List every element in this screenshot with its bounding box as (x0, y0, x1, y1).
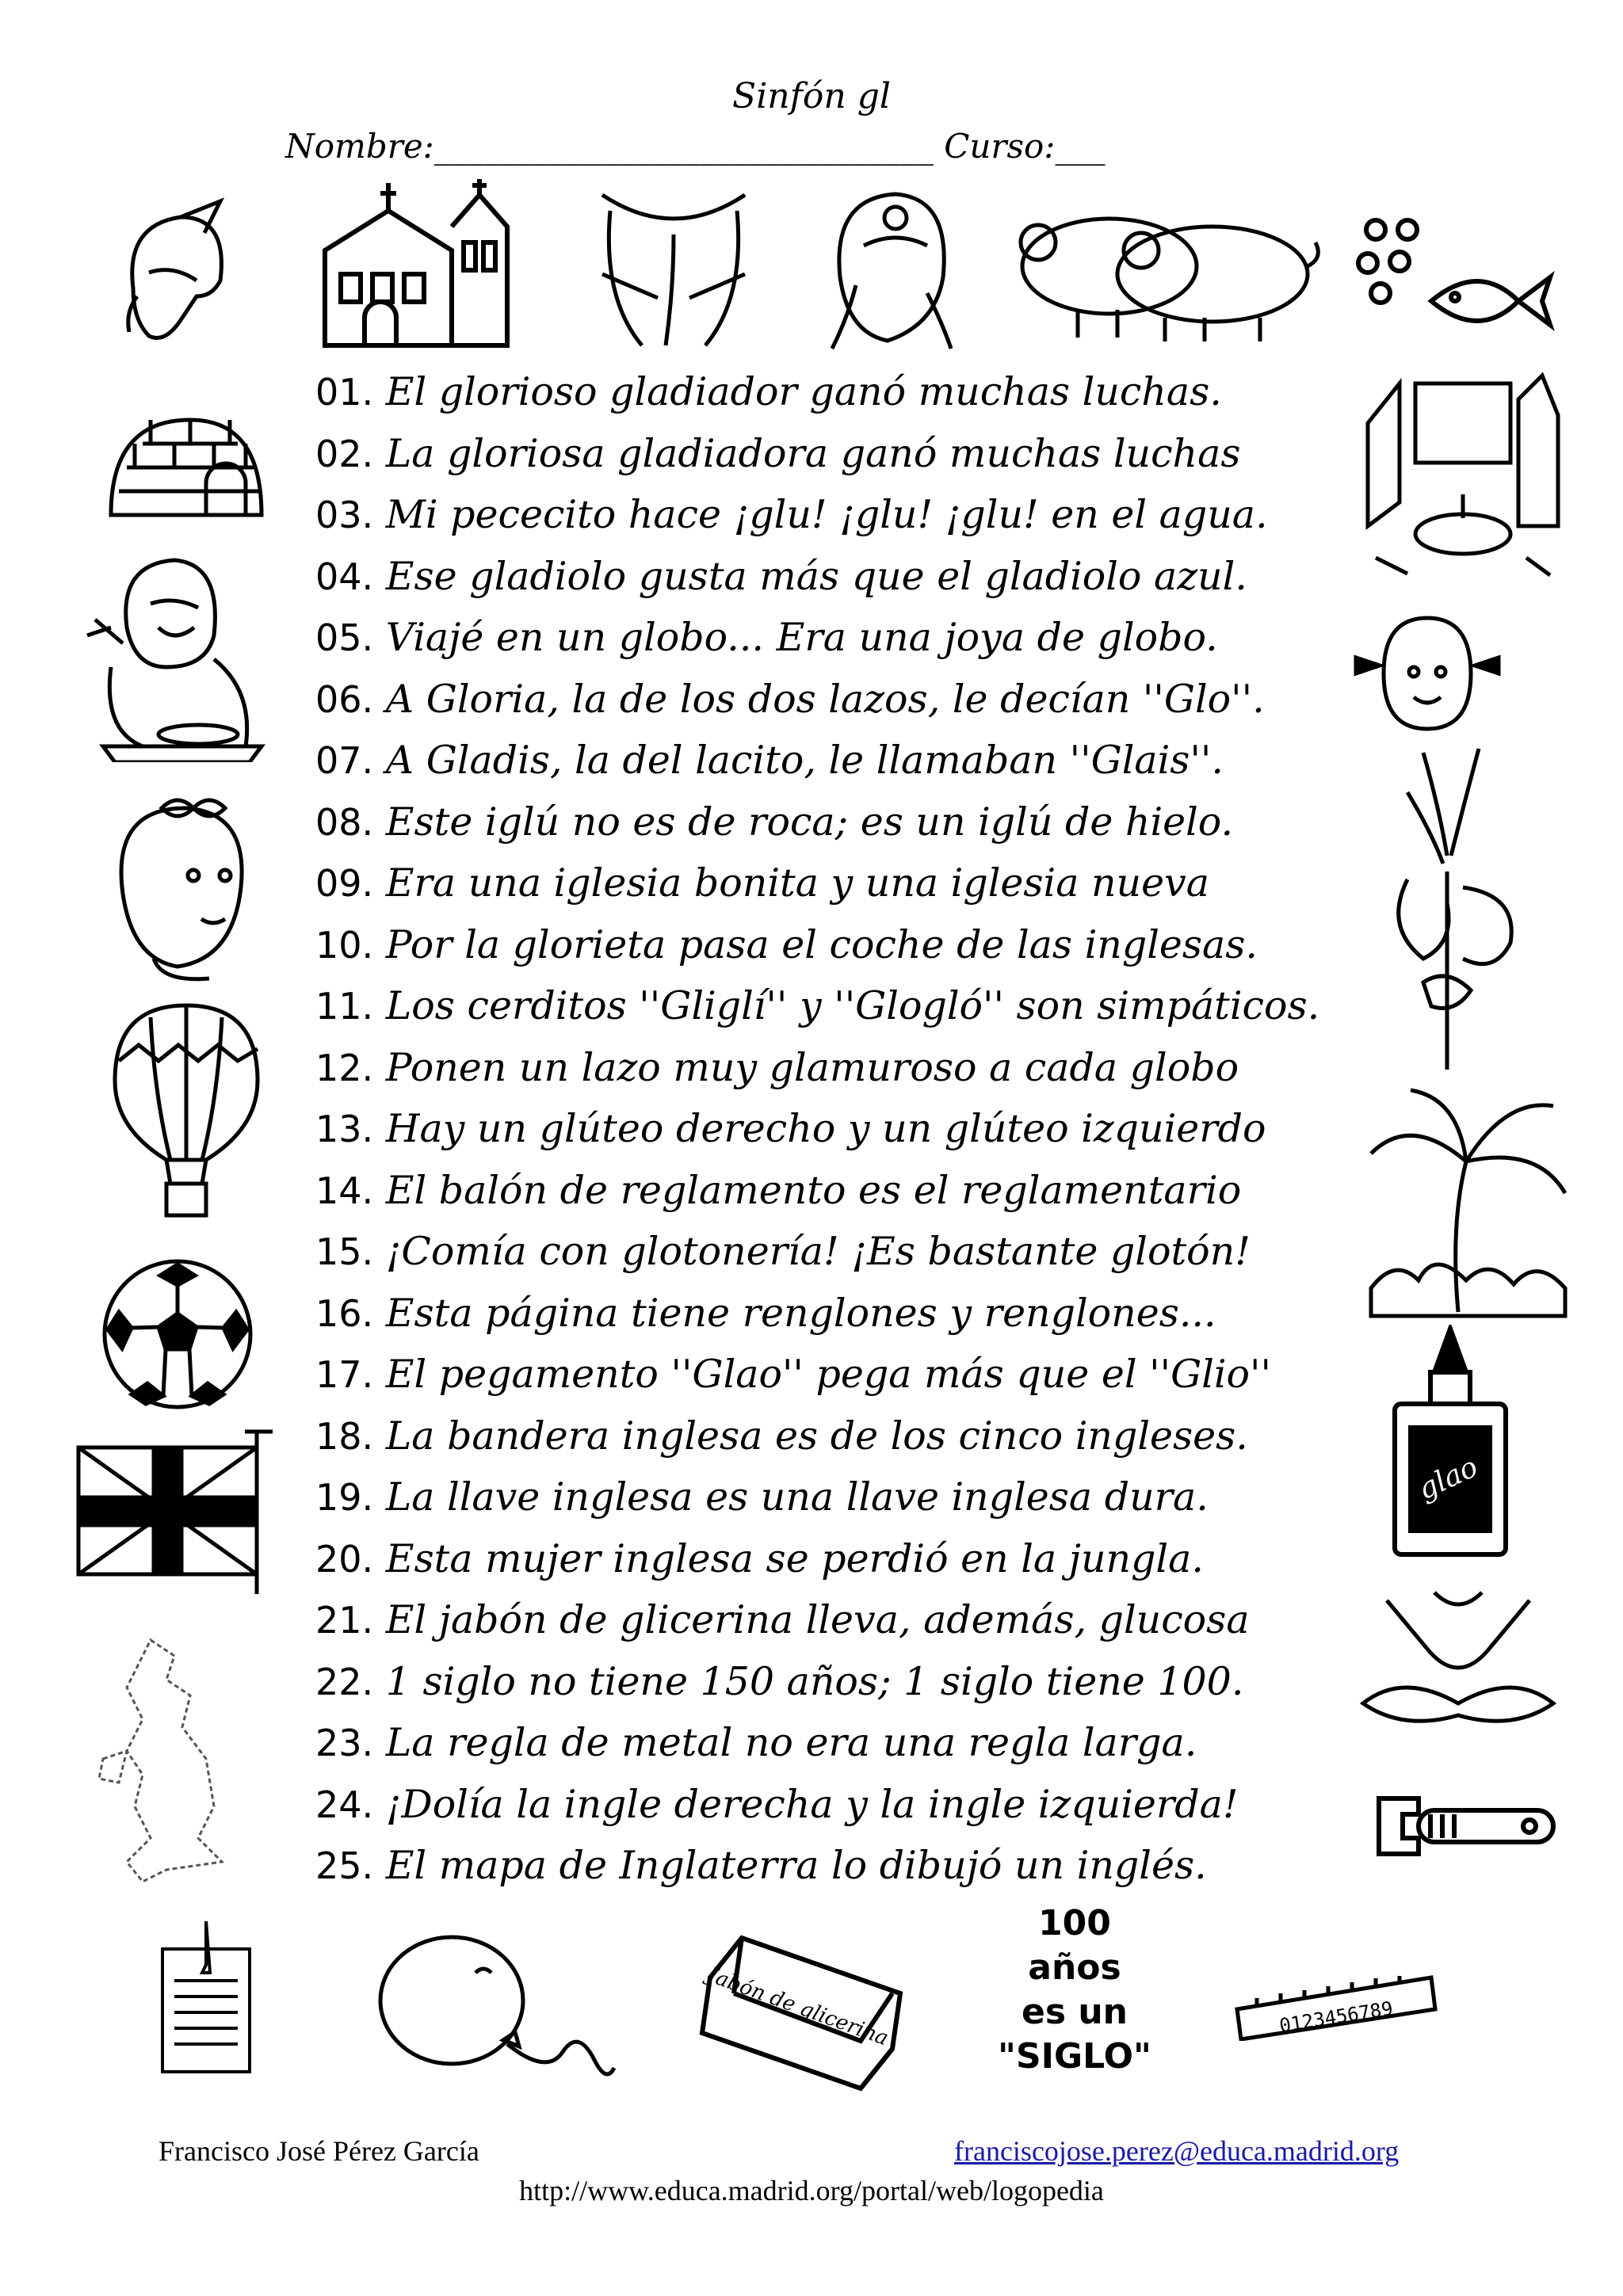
sentence-10: 10. Por la glorieta pasa el coche de las inglesas. (315, 921, 1258, 967)
siglo-note: 100 años es un "SIGLO" (998, 1903, 1151, 2077)
name-course-row (285, 127, 1347, 166)
piglets-icon (1006, 187, 1323, 345)
sentence-18: 18. La bandera inglesa es de los cinco ingleses. (315, 1413, 1248, 1459)
soccer-ball-icon (100, 1257, 255, 1412)
plaza-roundabout-icon (1360, 368, 1566, 582)
ruler-digits: 0123456789 (1277, 1997, 1395, 2038)
glue-label: glao (1413, 1451, 1484, 1507)
sentence-21: 21. El jabón de glicerina lleva, además, glucosa (315, 1597, 1250, 1642)
sentence-09: 09. Era una iglesia bonita y una iglesia nueva (315, 860, 1209, 906)
sentence-25: 25. El mapa de Inglaterra lo dibujó un inglés. (315, 1843, 1207, 1888)
sentence-12: 12. Ponen un lazo muy glamuroso a cada globo (315, 1044, 1239, 1090)
girl-bow-icon (98, 792, 257, 982)
worksheet-title: Sinfón gl (732, 76, 891, 116)
sentence-14: 14. El balón de reglamento es el reglamentario (315, 1167, 1242, 1213)
sentence-20: 20. Esta mujer inglesa se perdió en la jungla. (315, 1535, 1204, 1581)
sentence-17: 17. El pegamento ''Glao'' pega más que el ''Glio'' (315, 1352, 1271, 1397)
sentence-15: 15. ¡Comía con glotonería! ¡Es bastante glotón! (315, 1229, 1251, 1274)
sentence-19: 19. La llave inglesa es una llave inglesa dura. (315, 1474, 1209, 1520)
sentence-13: 13. Hay un glúteo derecho y un glúteo izquierdo (315, 1106, 1266, 1151)
curso-label: Curso: (944, 127, 1056, 166)
sentence-16: 16. Esta página tiene renglones y renglones... (315, 1290, 1216, 1336)
sentence-06: 06. A Gloria, la de los dos lazos, le decían ''Glo''. (315, 676, 1265, 722)
sentence-24: 24. ¡Dolía la ingle derecha y la ingle izquierda! (315, 1781, 1239, 1827)
footer-email-link[interactable]: franciscojose.perez@educa.madrid.org (954, 2135, 1400, 2167)
buttocks-icon (586, 187, 761, 353)
footer-url[interactable]: http://www.educa.madrid.org/portal/web/logopedia (519, 2175, 1104, 2206)
curso-blank[interactable]: ___ (1055, 127, 1106, 166)
sentence-list (315, 361, 1346, 1897)
sentence-22: 22. 1 siglo no tiene 150 años; 1 siglo tiene 100. (315, 1658, 1244, 1704)
sentence-23: 23. La regla de metal no era una regla larga. (315, 1720, 1197, 1765)
sentence-07: 07. A Gladis, la del lacito, le llamaban ''Glais''. (315, 738, 1224, 783)
balloon-with-bow-icon (372, 1933, 618, 2100)
gladiator-helmet-icon (101, 193, 244, 352)
church-icon (317, 179, 523, 353)
footer-author: Francisco José Pérez García (158, 2135, 479, 2167)
union-jack-flag-icon (74, 1428, 281, 1594)
sentence-08: 08. Este iglú no es de roca; es un iglú de hielo. (315, 799, 1234, 845)
uk-map-icon (95, 1632, 230, 1886)
sentence-05: 05. Viajé en un globo... Era una joya de globo. (315, 615, 1218, 660)
sentence-02: 02. La gloriosa gladiadora ganó muchas luchas (315, 430, 1241, 476)
glutton-man-icon (79, 548, 269, 762)
igloo-icon (103, 404, 269, 523)
gladiolus-flower-icon (1376, 745, 1526, 1070)
jungle-palm-icon (1363, 1082, 1574, 1320)
wrench-icon (1371, 1783, 1561, 1870)
ruler-icon (1233, 1970, 1439, 2041)
glycerin-soap-icon (694, 1930, 908, 2096)
glue-bottle-icon (1387, 1325, 1514, 1562)
sentence-04: 04. Ese gladiolo gusta más que el gladiolo azul. (315, 553, 1247, 599)
woman-head-icon (816, 182, 959, 353)
sentence-11: 11. Los cerditos ''Gliglí'' y ''Glogló'' son simpáticos. (315, 983, 1320, 1028)
hot-air-balloon-icon (111, 1001, 262, 1223)
nombre-label: Nombre: (285, 127, 434, 166)
groin-yoga-figure-icon (1355, 1585, 1561, 1735)
fish-bubbles-icon (1352, 214, 1558, 349)
sentence-01: 01. El glorioso gladiador ganó muchas luchas. (315, 369, 1222, 414)
soap-label: Jabón de glicerina (705, 1963, 892, 2051)
girl-two-bows-icon (1352, 610, 1503, 737)
lined-page-icon (158, 1917, 254, 2076)
sentence-03: 03. Mi pececito hace ¡glu! ¡glu! ¡glu! en el agua. (315, 492, 1268, 537)
nombre-blank[interactable]: ______________________________ (433, 127, 934, 166)
